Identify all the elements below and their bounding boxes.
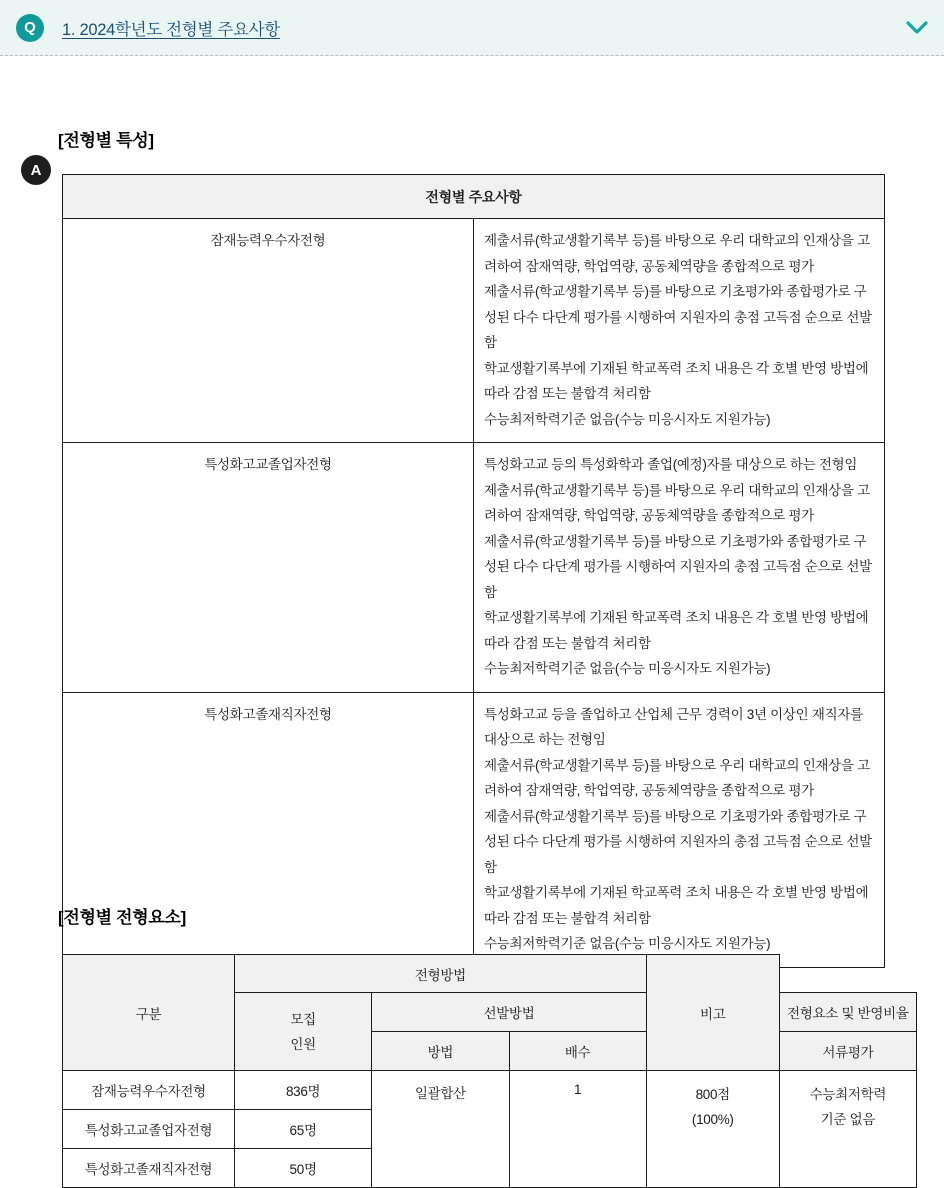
detail-line: 제출서류(학교생활기록부 등)를 바탕으로 우리 대학교의 인재상을 고려하여 잠재역량, 학업역량, 공동체역량을 종합적으로 평가	[484, 482, 870, 523]
doc-eval-percent: (100%)	[691, 1112, 734, 1127]
row-type-cell: 특성화고교졸업자전형	[63, 1110, 235, 1149]
detail-line: 제출서류(학교생활기록부 등)를 바탕으로 기초평가와 종합평가로 구성된 다수 다단계 평가를 시행하여 지원자의 총점 고득점 순으로 선발함	[484, 284, 872, 350]
row-type-cell: 특성화고졸재직자전형	[63, 1149, 235, 1188]
admission-detail-cell	[474, 219, 885, 443]
detail-line: 제출서류(학교생활기록부 등)를 바탕으로 우리 대학교의 인재상을 고려하여 잠재역량, 학업역량, 공동체역량을 종합적으로 평가	[484, 757, 870, 798]
section-title-elements: [전형별 전형요소]	[58, 908, 186, 927]
header-factor-ratio: 전형요소 및 반영비율	[779, 993, 916, 1032]
detail-line: 특성화고교 등의 특성화학과 졸업(예정)자를 대상으로 하는 전형임	[484, 457, 858, 472]
detail-line: 제출서류(학교생활기록부 등)를 바탕으로 우리 대학교의 인재상을 고려하여 잠재역량, 학업역량, 공동체역량을 종합적으로 평가	[484, 233, 870, 274]
section-title-features: [전형별 특성]	[58, 131, 154, 150]
table-row	[63, 443, 885, 693]
doc-eval-score: 800점	[695, 1087, 730, 1102]
merged-way-cell: 일괄합산	[372, 1071, 509, 1188]
table-row	[63, 219, 885, 443]
detail-line: 학교생활기록부에 기재된 학교폭력 조치 내용은 각 호별 반영 방법에 따라 감점 또는 불합격 처리함	[484, 610, 869, 651]
admission-type-cell: 특성화고교졸업자전형	[63, 443, 474, 693]
header-way: 방법	[372, 1032, 509, 1071]
row-quota-cell: 836명	[235, 1071, 372, 1110]
faq-question-header[interactable]	[0, 0, 944, 56]
header-select-method: 선발방법	[372, 993, 647, 1032]
header-quota-line1: 모집	[290, 1011, 316, 1027]
answer-badge: A	[21, 155, 51, 185]
merged-multiplier-cell: 1	[509, 1071, 646, 1188]
question-badge: Q	[16, 14, 44, 42]
table-header-row	[63, 175, 885, 219]
header-bigo: 비고	[646, 955, 779, 1071]
detail-line: 학교생활기록부에 기재된 학교폭력 조치 내용은 각 호별 반영 방법에 따라 감점 또는 불합격 처리함	[484, 885, 869, 926]
row-type-cell: 잠재능력우수자전형	[63, 1071, 235, 1110]
detail-line: 수능최저학력기준 없음(수능 미응시자도 지원가능)	[484, 661, 771, 676]
elements-table	[62, 954, 917, 1188]
admission-type-cell: 특성화고졸재직자전형	[63, 692, 474, 967]
detail-line: 특성화고교 등을 졸업하고 산업체 근무 경력이 3년 이상인 재직자를 대상으로 하는 전형임	[484, 706, 863, 747]
chevron-down-icon[interactable]	[904, 15, 930, 41]
detail-line: 수능최저학력기준 없음(수능 미응시자도 지원가능)	[484, 411, 771, 427]
row-quota-cell: 50명	[235, 1149, 372, 1188]
admission-detail-cell	[474, 692, 885, 967]
detail-line: 수능최저학력기준 없음(수능 미응시자도 지원가능)	[484, 936, 771, 951]
header-quota	[235, 993, 372, 1071]
bigo-line1: 수능최저학력	[809, 1087, 887, 1102]
admission-detail-cell	[474, 443, 885, 693]
header-quota-line2: 인원	[290, 1036, 316, 1052]
header-method: 전형방법	[235, 955, 647, 993]
detail-line: 제출서류(학교생활기록부 등)를 바탕으로 기초평가와 종합평가로 구성된 다수 다단계 평가를 시행하여 지원자의 총점 고득점 순으로 선발함	[484, 533, 872, 600]
bigo-line2: 기준 없음	[820, 1112, 876, 1127]
faq-question-title[interactable]: 1. 2024학년도 전형별 주요사항	[62, 20, 280, 39]
merged-bigo-cell	[779, 1071, 916, 1188]
merged-doc-eval-cell	[646, 1071, 779, 1188]
features-table-header: 전형별 주요사항	[63, 175, 885, 219]
header-multiplier: 배수	[509, 1032, 646, 1071]
features-table	[62, 174, 885, 968]
header-gubun: 구분	[63, 955, 235, 1071]
admission-type-cell: 잠재능력우수자전형	[63, 219, 474, 443]
table-header-row-1	[63, 955, 917, 993]
header-doc-eval: 서류평가	[779, 1032, 916, 1071]
detail-line: 학교생활기록부에 기재된 학교폭력 조치 내용은 각 호별 반영 방법에 따라 감점 또는 불합격 처리함	[484, 360, 869, 401]
row-quota-cell: 65명	[235, 1110, 372, 1149]
table-row	[63, 1071, 917, 1110]
detail-line: 제출서류(학교생활기록부 등)를 바탕으로 기초평가와 종합평가로 구성된 다수 다단계 평가를 시행하여 지원자의 총점 고득점 순으로 선발함	[484, 808, 872, 875]
